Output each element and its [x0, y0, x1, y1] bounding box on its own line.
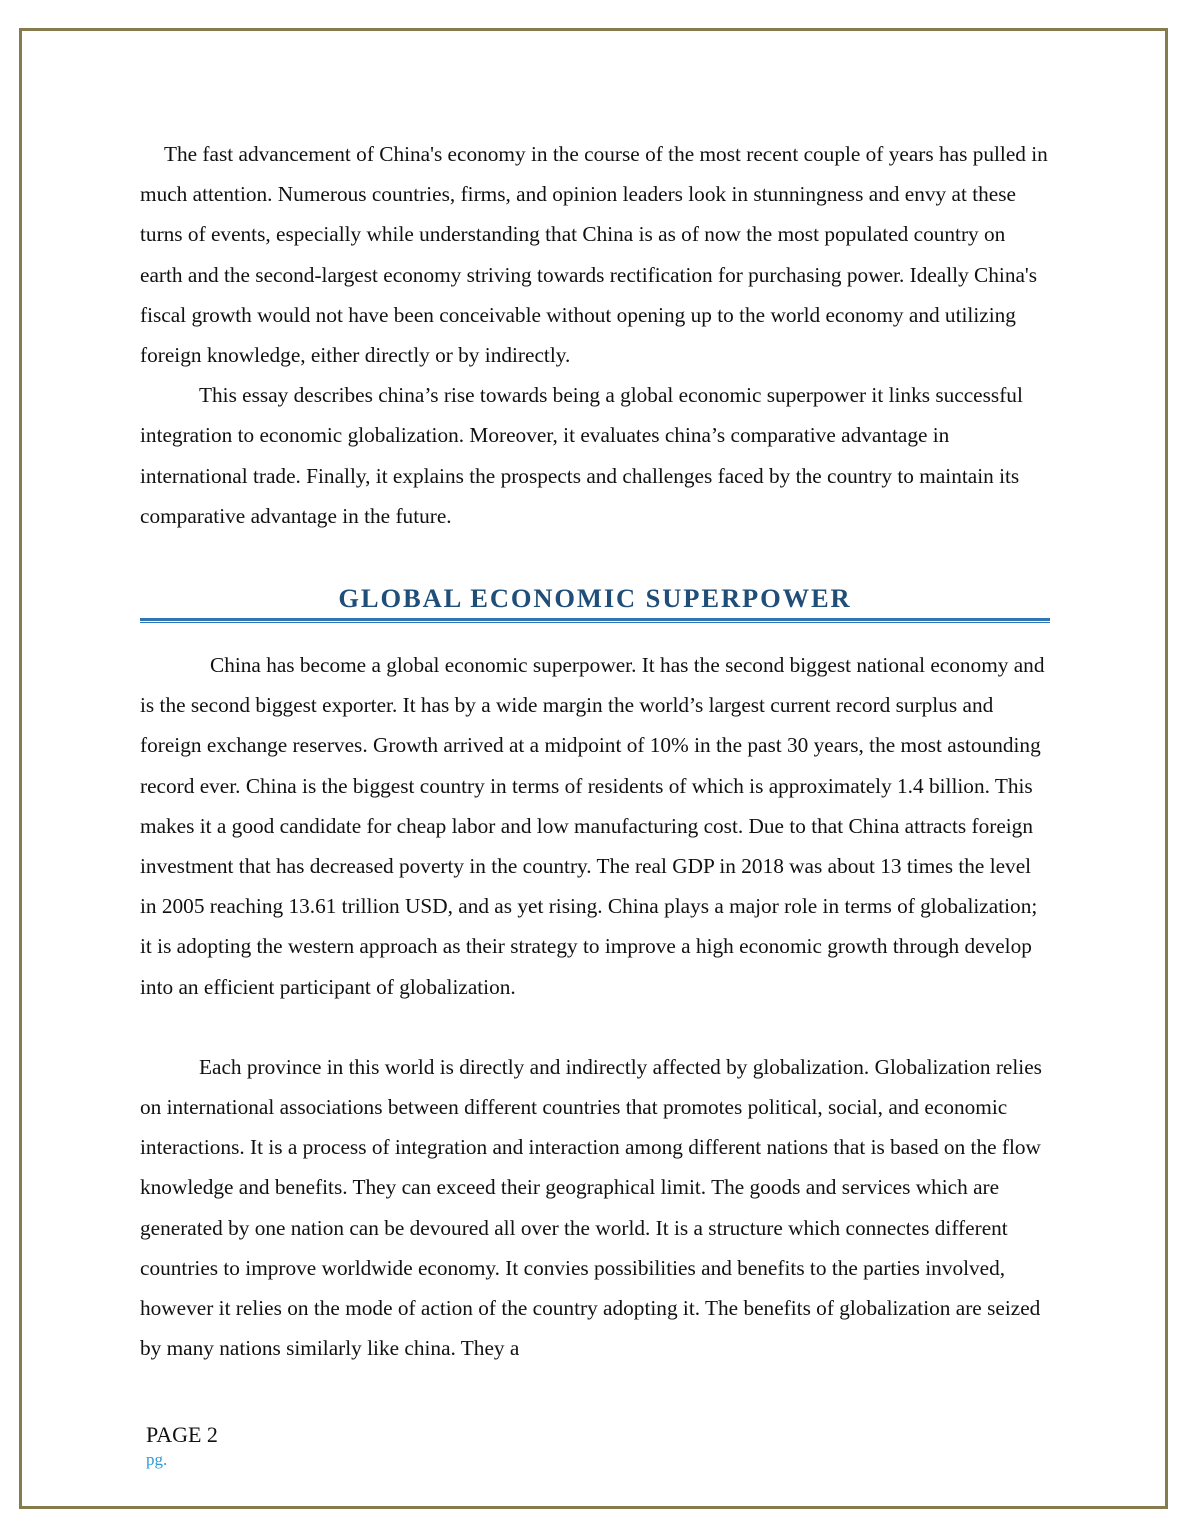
- section-paragraph-2: Each province in this world is directly and indirectly affected by globalization. Globalization relies on international associations between different countries that promotes political, social, and economic interactions. It is a process of integration and interaction among different nations that is based on the flow knowledge and benefits. They can exceed their geographical limit. The goods and services which are generated by one nation can be devoured all over the world. It is a structure which connectes different countries to improve worldwide economy. It convies possibilities and benefits to the parties involved, however it relies on the mode of action of the country adopting it. The benefits of globalization are seized by many nations similarly like china. They a: [140, 1054, 1042, 1361]
- paragraph-gap: [140, 1007, 1050, 1047]
- document-body: [140, 134, 1050, 1368]
- intro-paragraph-2: This essay describes china’s rise towards being a global economic superpower it links successful integration to economic globalization. Moreover, it evaluates china’s comparative advantage in international trade. Finally, it explains the prospects and challenges faced by the country to maintain its comparative advantage in the future.: [140, 383, 1023, 528]
- page-number-label: PAGE 2: [146, 1422, 218, 1447]
- pg-label: pg.: [146, 1450, 168, 1469]
- section-paragraph-1: China has become a global economic superpower. It has the second biggest national economy and is the second biggest exporter. It has by a wide margin the world’s largest current record surplus and foreign exchange reserves. Growth arrived at a midpoint of 10% in the past 30 years, the most astounding record ever. China is the biggest country in terms of residents of which is approximately 1.4 billion. This makes it a good candidate for cheap labor and low manufacturing cost. Due to that China attracts foreign investment that has decreased poverty in the country. The real GDP in 2018 was about 13 times the level in 2005 reaching 13.61 trillion USD, and as yet rising. China plays a major role in terms of globalization; it is adopting the western approach as their strategy to improve a high economic growth through develop into an efficient participant of globalization.: [140, 653, 1045, 999]
- heading-rule: [140, 618, 1050, 623]
- section-heading: GLOBAL ECONOMIC SUPERPOWER: [338, 583, 852, 614]
- page-footer: [146, 1420, 218, 1470]
- intro-paragraph-1: The fast advancement of China's economy in the course of the most recent couple of years has pulled in much attention. Numerous countries, firms, and opinion leaders look in stunningness and envy at these turns of events, especially while understanding that China is as of now the most populated country on earth and the second-largest economy striving towards rectification for purchasing power. Ideally China's fiscal growth would not have been conceivable without opening up to the world economy and utilizing foreign knowledge, either directly or by indirectly.: [140, 142, 1048, 368]
